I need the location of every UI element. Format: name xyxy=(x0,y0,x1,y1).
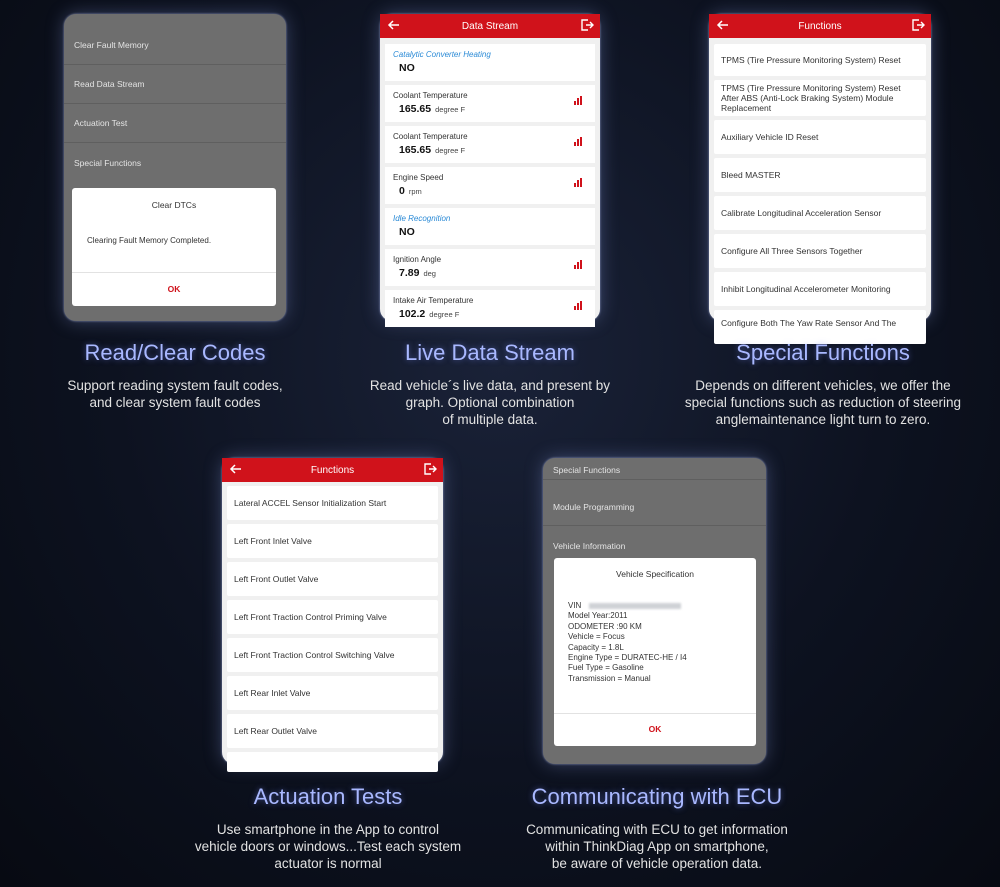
actuation-item-partial xyxy=(227,752,438,772)
caption-line: Communicating with ECU to get information xyxy=(526,822,788,837)
phone-actuation-tests xyxy=(222,458,443,764)
actuation-item[interactable]: Left Rear Outlet Valve xyxy=(227,714,438,748)
spec-line: Model Year:2011 xyxy=(568,611,628,621)
spec-line: ODOMETER :90 KM xyxy=(568,621,642,631)
menu-item-vehicle-information[interactable]: Vehicle Information xyxy=(553,541,626,551)
bar-chart-icon[interactable] xyxy=(573,95,583,105)
function-item[interactable]: Configure Both The Yaw Rate Sensor And The xyxy=(714,310,926,344)
data-stream-item-value-row xyxy=(399,144,587,156)
data-stream-item-value: NO xyxy=(399,62,415,74)
data-stream-item-value-row xyxy=(399,308,587,320)
data-stream-item[interactable] xyxy=(385,167,595,204)
menu-item-special-functions[interactable]: Special Functions xyxy=(74,157,142,168)
phone-data-stream xyxy=(380,14,600,321)
arrow-left-icon[interactable] xyxy=(386,17,402,33)
data-stream-item-unit: degree F xyxy=(429,310,460,319)
actuation-item[interactable]: Left Front Traction Control Switching Valve xyxy=(227,638,438,672)
data-stream-item-unit: rpm xyxy=(408,187,422,196)
function-item[interactable]: Inhibit Longitudinal Accelerometer Monitoring xyxy=(714,272,926,306)
clear-dtcs-dialog xyxy=(72,188,276,306)
app-bar-title: Data Stream xyxy=(461,20,519,32)
data-stream-item[interactable] xyxy=(385,85,595,122)
bar-chart-icon[interactable] xyxy=(573,136,583,146)
dialog-divider xyxy=(554,713,756,714)
data-stream-item[interactable] xyxy=(385,290,595,327)
exit-icon[interactable] xyxy=(423,462,437,476)
caption-line: be aware of vehicle operation data. xyxy=(551,856,763,871)
caption-text-live-data-stream xyxy=(335,377,645,428)
caption-line: Read vehicle´s live data, and present by xyxy=(369,378,611,393)
caption-text-read-clear-codes xyxy=(20,377,330,411)
dialog-title: Vehicle Specification xyxy=(616,569,694,579)
menu-list xyxy=(543,458,766,558)
caption-line: Support reading system fault codes, xyxy=(67,378,283,393)
dialog-title: Clear DTCs xyxy=(151,200,197,210)
spec-line: Fuel Type = Gasoline xyxy=(568,663,644,673)
vehicle-spec-lines xyxy=(568,601,756,684)
data-stream-item-value-row xyxy=(399,103,587,115)
data-stream-item-value-row xyxy=(399,226,587,238)
data-stream-item-name: Coolant Temperature xyxy=(393,132,468,141)
caption-title-communicating-ecu: Communicating with ECU xyxy=(531,784,783,809)
caption-text-communicating-ecu xyxy=(502,821,812,872)
caption-line: anglemaintenance light turn to zero. xyxy=(715,412,931,427)
caption-title-read-clear-codes: Read/Clear Codes xyxy=(84,340,266,365)
ok-button[interactable]: OK xyxy=(648,724,662,734)
menu-list xyxy=(64,14,286,182)
arrow-left-icon[interactable] xyxy=(228,461,244,477)
spec-line: Capacity = 1.8L xyxy=(568,642,624,652)
caption-text-actuation-tests xyxy=(173,821,483,872)
caption-line: of multiple data. xyxy=(442,412,538,427)
data-stream-item-value: NO xyxy=(399,226,415,238)
data-stream-item[interactable] xyxy=(385,208,595,245)
data-stream-item[interactable] xyxy=(385,44,595,81)
functions-list xyxy=(709,38,931,352)
bar-chart-icon[interactable] xyxy=(573,300,583,310)
caption-line: vehicle doors or windows...Test each system xyxy=(194,839,462,854)
function-item[interactable]: Configure All Three Sensors Together xyxy=(714,234,926,268)
data-stream-item-unit: deg xyxy=(423,269,436,278)
actuation-item[interactable]: Left Front Outlet Valve xyxy=(227,562,438,596)
exit-icon[interactable] xyxy=(580,18,594,32)
data-stream-item-name: Catalytic Converter Heating xyxy=(393,50,491,59)
app-bar xyxy=(222,458,443,482)
data-stream-item-value: 165.65 xyxy=(399,144,432,156)
menu-item-actuation-test[interactable]: Actuation Test xyxy=(64,104,286,143)
data-stream-item[interactable] xyxy=(385,249,595,286)
caption-title-live-data-stream: Live Data Stream xyxy=(405,340,575,365)
spec-line: Engine Type = DURATEC-HE / I4 xyxy=(568,653,687,663)
caption-line: within ThinkDiag App on smartphone, xyxy=(545,839,769,854)
actuation-list xyxy=(222,482,443,780)
menu-item-clear-fault-memory[interactable]: Clear Fault Memory xyxy=(64,26,286,65)
app-bar-title: Functions xyxy=(798,20,842,32)
spec-line: Transmission = Manual xyxy=(568,673,651,683)
phone-vehicle-info xyxy=(543,458,766,764)
data-stream-item-unit: degree F xyxy=(435,105,466,114)
caption-line: Use smartphone in the App to control xyxy=(216,822,440,837)
actuation-item[interactable]: Left Front Traction Control Priming Valve xyxy=(227,600,438,634)
caption-title-actuation-tests: Actuation Tests xyxy=(253,784,403,809)
data-stream-item-name: Coolant Temperature xyxy=(393,91,468,100)
dialog-message: Clearing Fault Memory Completed. xyxy=(87,236,212,245)
phone-read-clear-codes xyxy=(64,14,286,321)
caption-text-special-functions xyxy=(658,377,988,428)
vin-label: VIN xyxy=(568,601,582,610)
menu-item-module-programming[interactable]: Module Programming xyxy=(543,480,766,526)
spec-line: Vehicle = Focus xyxy=(568,632,625,642)
actuation-item[interactable]: Left Rear Inlet Valve xyxy=(227,676,438,710)
actuation-item[interactable]: Lateral ACCEL Sensor Initialization Start xyxy=(227,486,438,520)
function-item[interactable]: TPMS (Tire Pressure Monitoring System) Reset After ABS (Anti-Lock Braking System) Module Replacement xyxy=(714,80,926,116)
vin-redacted xyxy=(589,603,681,609)
data-stream-item-value: 0 xyxy=(399,185,405,197)
caption-line: special functions such as reduction of steering xyxy=(684,395,962,410)
menu-item-read-data-stream[interactable]: Read Data Stream xyxy=(64,65,286,104)
data-stream-item-name: Ignition Angle xyxy=(393,255,442,264)
app-bar xyxy=(709,14,931,38)
data-stream-item-value: 165.65 xyxy=(399,103,432,115)
dialog-divider xyxy=(72,272,276,273)
data-stream-item-name: Intake Air Temperature xyxy=(393,296,474,305)
data-stream-item[interactable] xyxy=(385,126,595,163)
data-stream-item-value-row xyxy=(399,267,587,279)
function-item[interactable]: TPMS (Tire Pressure Monitoring System) Reset xyxy=(714,44,926,76)
vehicle-spec-dialog xyxy=(554,558,756,746)
caption-line: actuator is normal xyxy=(274,856,382,871)
data-stream-item-value-row xyxy=(399,62,587,74)
data-stream-item-value: 102.2 xyxy=(399,308,426,320)
menu-item-special-functions[interactable]: Special Functions xyxy=(543,458,766,480)
caption-line: graph. Optional combination xyxy=(405,395,575,410)
caption-line: and clear system fault codes xyxy=(89,395,261,410)
bar-chart-icon[interactable] xyxy=(573,259,583,269)
app-bar-title: Functions xyxy=(310,464,355,476)
data-stream-item-name: Idle Recognition xyxy=(393,214,451,223)
arrow-left-icon[interactable] xyxy=(715,17,731,33)
data-stream-item-value: 7.89 xyxy=(399,267,420,279)
ok-button[interactable]: OK xyxy=(167,284,181,294)
data-stream-item-unit: degree F xyxy=(435,146,466,155)
function-item[interactable]: Bleed MASTER xyxy=(714,158,926,192)
data-stream-list xyxy=(380,38,600,335)
actuation-item[interactable]: Left Front Inlet Valve xyxy=(227,524,438,558)
function-item[interactable]: Calibrate Longitudinal Acceleration Sensor xyxy=(714,196,926,230)
data-stream-item-value-row xyxy=(399,185,587,197)
exit-icon[interactable] xyxy=(911,18,925,32)
data-stream-item-name: Engine Speed xyxy=(393,173,444,182)
vin-row xyxy=(568,601,756,611)
function-item[interactable]: Auxiliary Vehicle ID Reset xyxy=(714,120,926,154)
caption-line: Depends on different vehicles, we offer the xyxy=(695,378,951,393)
app-bar xyxy=(380,14,600,38)
bar-chart-icon[interactable] xyxy=(573,177,583,187)
phone-special-functions xyxy=(709,14,931,328)
caption-title-special-functions: Special Functions xyxy=(736,340,910,365)
